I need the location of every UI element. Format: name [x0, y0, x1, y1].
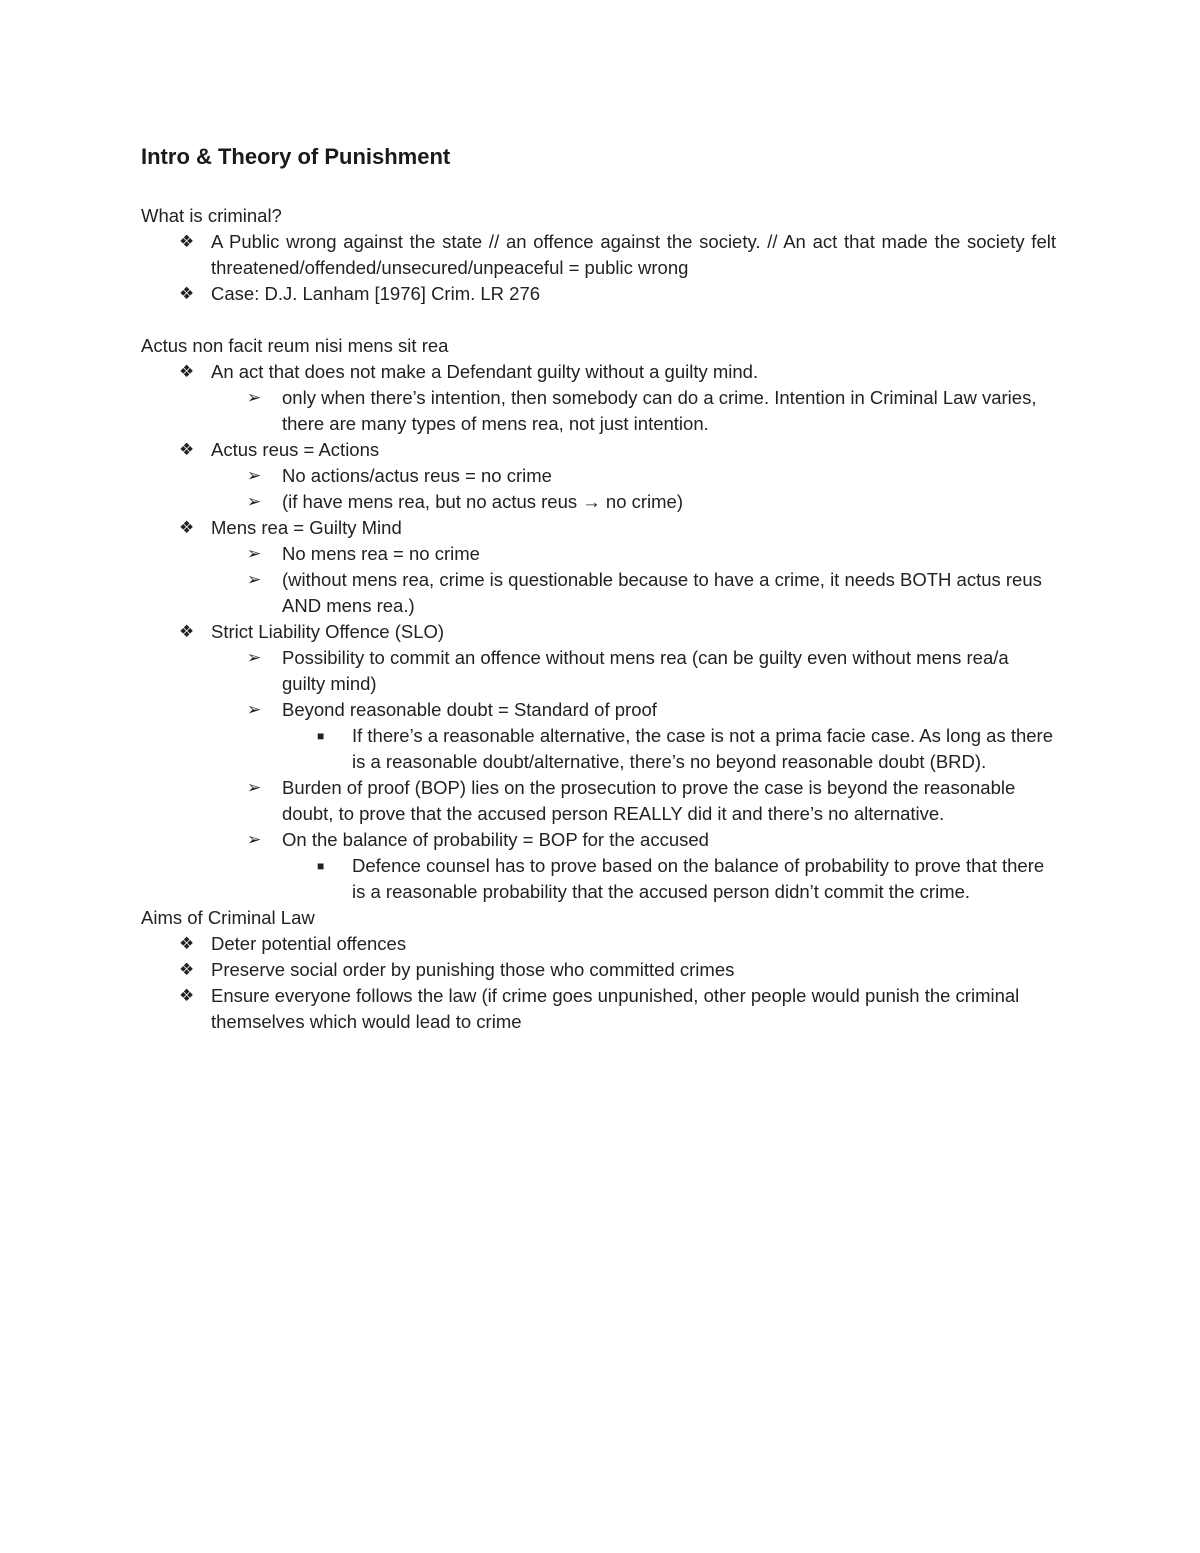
diamond-bullet-icon: ❖ — [179, 960, 195, 979]
sub-sub-list-item — [141, 723, 1056, 775]
section-aims-of-criminal-law — [141, 905, 1056, 1035]
sub-list-item — [141, 645, 1056, 697]
list-item — [141, 931, 1056, 957]
document-body — [141, 143, 1056, 1035]
arrow-bullet-icon: ➢ — [247, 544, 262, 563]
sub-list-item-text: (if have mens rea, but no actus reus → no crime) — [282, 491, 684, 512]
square-bullet-icon: ■ — [317, 859, 325, 873]
sub-list-item-text: Burden of proof (BOP) lies on the prosecution to prove the case is beyond the reasonable doubt, to prove that the accused person REALLY did it and there’s no alternative. — [282, 777, 1016, 824]
sub-list-item-text: Beyond reasonable doubt = Standard of proof — [282, 699, 657, 720]
list-item — [141, 359, 1056, 385]
section-heading: Aims of Criminal Law — [141, 907, 315, 928]
arrow-bullet-icon: ➢ — [247, 700, 262, 719]
sub-list-item — [141, 697, 1056, 723]
arrow-bullet-icon: ➢ — [247, 570, 262, 589]
sub-list-item — [141, 463, 1056, 489]
sub-list-item — [141, 775, 1056, 827]
sub-sub-list-item — [141, 853, 1056, 905]
sub-sub-list-item-text: Defence counsel has to prove based on the balance of probability to prove that there is a reasonable probability that the accused person didn’t commit the crime. — [352, 855, 1045, 902]
list-item-text: Preserve social order by punishing those who committed crimes — [211, 959, 735, 980]
diamond-bullet-icon: ❖ — [179, 986, 195, 1005]
sub-list-item — [141, 489, 1056, 515]
square-bullet-icon: ■ — [317, 729, 325, 743]
arrow-bullet-icon: ➢ — [247, 466, 262, 485]
list-item — [141, 957, 1056, 983]
diamond-bullet-icon: ❖ — [179, 362, 195, 381]
list-item — [141, 619, 1056, 645]
list-item-text: An act that does not make a Defendant guilty without a guilty mind. — [211, 361, 759, 382]
list-item — [141, 515, 1056, 541]
sub-list-item — [141, 827, 1056, 853]
list-item-text: Ensure everyone follows the law (if crime goes unpunished, other people would punish the criminal themselves which would lead to crime — [211, 985, 1020, 1032]
sub-list-item — [141, 385, 1056, 437]
section-what-is-criminal — [141, 203, 1056, 307]
list-item-text: Mens rea = Guilty Mind — [211, 517, 402, 538]
arrow-bullet-icon: ➢ — [247, 830, 262, 849]
list-item-text: A Public wrong against the state // an offence against the society. // An act that made the society felt threatened/offended/unsecured/unpeaceful = public wrong — [211, 231, 1056, 278]
list-item-text: Strict Liability Offence (SLO) — [211, 621, 445, 642]
section-heading: What is criminal? — [141, 205, 282, 226]
diamond-bullet-icon: ❖ — [179, 934, 195, 953]
diamond-bullet-icon: ❖ — [179, 232, 195, 251]
section-heading: Actus non facit reum nisi mens sit rea — [141, 335, 449, 356]
section-actus-non-facit-reum — [141, 333, 1056, 905]
arrow-bullet-icon: ➢ — [247, 778, 262, 797]
diamond-bullet-icon: ❖ — [179, 622, 195, 641]
sub-list-item-text: (without mens rea, crime is questionable because to have a crime, it needs BOTH actus reus AND mens rea.) — [282, 569, 1042, 616]
sub-list-item-text: On the balance of probability = BOP for the accused — [282, 829, 709, 850]
list-item-text: Deter potential offences — [211, 933, 407, 954]
sub-sub-list-item-text: If there’s a reasonable alternative, the case is not a prima facie case. As long as there is a reasonable doubt/alternative, there’s no beyond reasonable doubt (BRD). — [352, 725, 1054, 772]
sub-list-item-text: No actions/actus reus = no crime — [282, 465, 552, 486]
diamond-bullet-icon: ❖ — [179, 284, 195, 303]
list-item-text: Actus reus = Actions — [211, 439, 380, 460]
sub-list-item-text: Possibility to commit an offence without mens rea (can be guilty even without mens rea/a guilty mind) — [282, 647, 1009, 694]
list-item — [141, 229, 1056, 281]
diamond-bullet-icon: ❖ — [179, 518, 195, 537]
diamond-bullet-icon: ❖ — [179, 440, 195, 459]
arrow-bullet-icon: ➢ — [247, 648, 262, 667]
list-item-text: Case: D.J. Lanham [1976] Crim. LR 276 — [211, 283, 541, 304]
list-item — [141, 437, 1056, 463]
sub-list-item-text: only when there’s intention, then somebody can do a crime. Intention in Criminal Law varies, there are many types of mens rea, not just intention. — [282, 387, 1037, 434]
arrow-bullet-icon: ➢ — [247, 492, 262, 511]
page-title: Intro & Theory of Punishment — [141, 144, 451, 169]
sub-list-item-text: No mens rea = no crime — [282, 543, 480, 564]
sub-list-item — [141, 567, 1056, 619]
list-item — [141, 281, 1056, 307]
list-item — [141, 983, 1056, 1035]
sub-list-item — [141, 541, 1056, 567]
arrow-bullet-icon: ➢ — [247, 388, 262, 407]
